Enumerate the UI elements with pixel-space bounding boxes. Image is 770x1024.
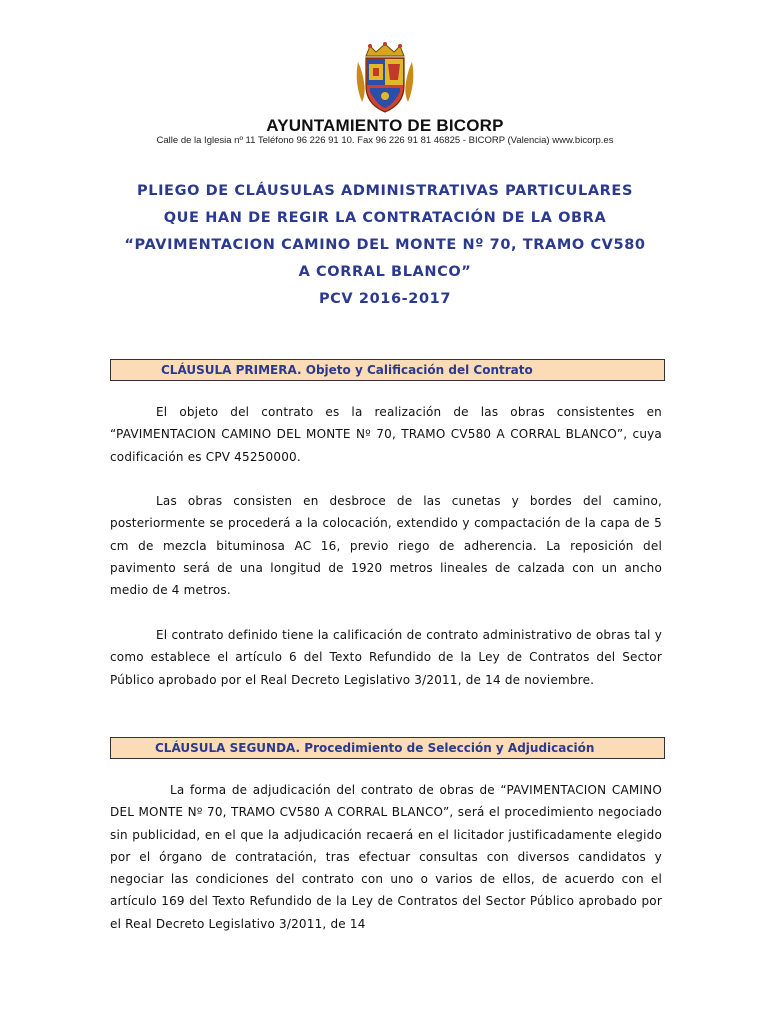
clause-heading — [110, 737, 665, 759]
paragraph-text: Las obras consisten en desbroce de las cunetas y bordes del camino, posteriormente se procederá a la colocación, extendido y compactación de la capa de 5 cm de mezcla bituminosa AC 16, previo riego de adherencia. La reposición del pavimento será de una longitud de 1920 metros lineales de calzada con un ancho medio de 4 metros. — [110, 494, 662, 598]
paragraph — [110, 490, 662, 601]
clause-heading-text: CLÁUSULA PRIMERA. Objeto y Calificación del Contrato — [161, 363, 533, 377]
paragraph — [110, 624, 662, 691]
title-line: A CORRAL BLANCO” — [298, 264, 472, 280]
title-line: PCV 2016-2017 — [318, 291, 452, 307]
paragraph-text: El objeto del contrato es la realización de las obras consistentes en “PAVIMENTACION CAMINO DEL MONTE Nº 70, TRAMO CV580 A CORRAL BLANCO”, cuya codificación es CPV 45250000. — [110, 405, 662, 464]
clause-heading-text: CLÁUSULA SEGUNDA. Procedimiento de Selección y Adjudicación — [155, 741, 595, 755]
paragraph-text: La forma de adjudicación del contrato de obras de “PAVIMENTACION CAMINO DEL MONTE Nº 70, TRAMO CV580 A CORRAL BLANCO”, será el procedimiento negociado sin publicidad, en el que la adjudicación recaerá en el licitador justificadamente elegido por el órgano de contratación, tras efectuar consultas con diversos candidatos y negociar las condiciones del contrato con uno o varios de ellos, de acuerdo con el artículo 169 del Texto Refundido de la Ley de Contratos del Sector Público aprobado por el Real Decreto Legislativo 3/2011, de 14 — [110, 783, 662, 931]
document-title — [90, 180, 680, 315]
title-line: PLIEGO DE CLÁUSULAS ADMINISTRATIVAS PARTICULARES — [137, 183, 633, 199]
organization-address: Calle de la Iglesia nº 11 Teléfono 96 226 91 10. Fax 96 226 91 81 46825 - BICORP (Valencia) www.bicorp.es — [156, 135, 614, 146]
clause-heading — [110, 359, 665, 381]
paragraph — [110, 401, 662, 468]
title-line: QUE HAN DE REGIR LA CONTRATACIÓN DE LA OBRA — [163, 210, 607, 226]
title-line: “PAVIMENTACION CAMINO DEL MONTE Nº 70, TRAMO CV580 — [124, 237, 646, 253]
organization-name: AYUNTAMIENTO DE BICORP — [266, 116, 504, 135]
coat-of-arms-icon — [352, 42, 418, 114]
paragraph-text: El contrato definido tiene la calificación de contrato administrativo de obras tal y como establece el artículo 6 del Texto Refundido de la Ley de Contratos del Sector Público aprobado por el Real Decreto Legislativo 3/2011, de 14 de noviembre. — [110, 628, 662, 687]
paragraph — [110, 779, 662, 935]
